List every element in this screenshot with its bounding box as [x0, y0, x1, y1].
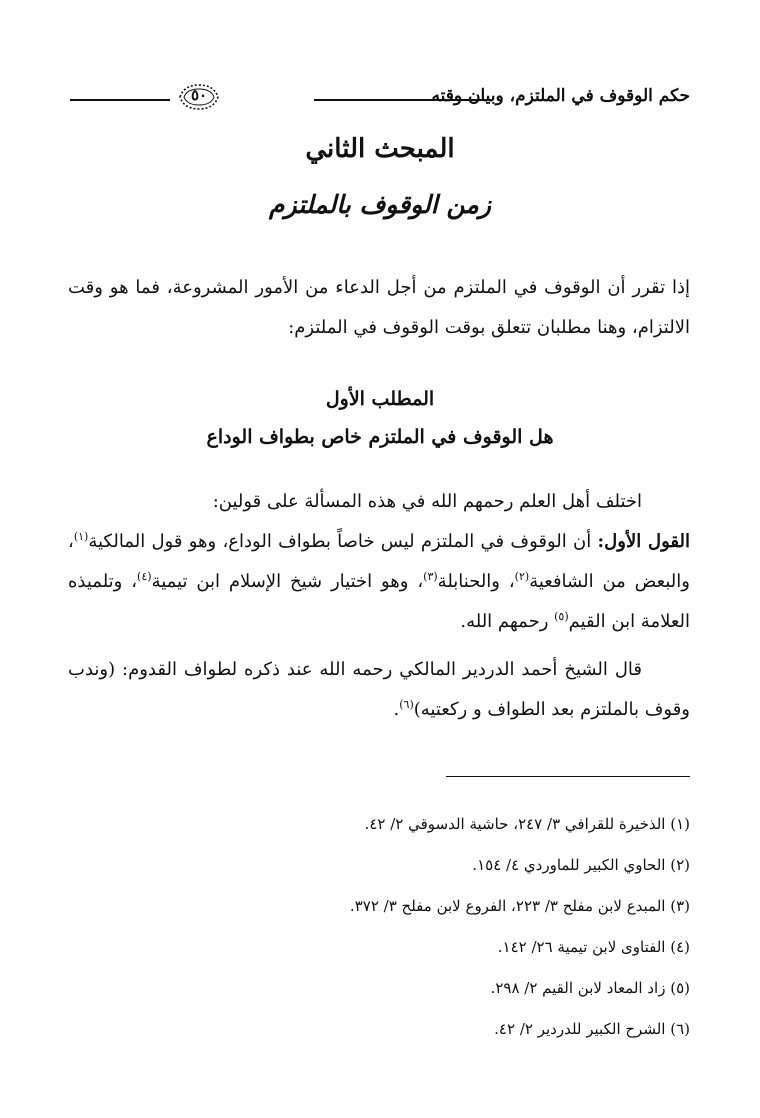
dispute-paragraph: اختلف أهل العلم رحمهم الله في هذه المسألة على قولين:	[212, 491, 642, 512]
footnote-separator	[446, 776, 690, 777]
text-segment: ، وتلميذه العلامة ابن القيم	[68, 571, 690, 632]
intro-paragraph: إذا تقرر أن الوقوف في الملتزم من أجل الدعاء من الأمور المشروعة، فما هو وقت الالتزام، وهنا مطلبان تتعلق بوقت الوقوف في الملتزم:	[68, 277, 690, 338]
subject-title: زمن الوقوف بالملتزم	[269, 190, 491, 219]
footnote-ref-6[interactable]: (٦)	[399, 698, 414, 711]
footnote-item: (٦) الشرح الكبير للدردير ٢/ ٤٢.	[494, 1020, 690, 1038]
footnote-ref-5[interactable]: (٥)	[554, 610, 569, 623]
text-segment: ، والحنابلة	[437, 571, 515, 592]
footnote-ref-2[interactable]: (٢)	[514, 570, 530, 583]
header-rule-right	[314, 99, 484, 101]
page-number: ٥٠	[190, 86, 208, 104]
running-header	[70, 82, 690, 114]
footnote-ref-3[interactable]: (٣)	[423, 570, 438, 583]
text-segment: رحمهم الله.	[460, 611, 555, 632]
footnotes-list	[68, 812, 690, 1058]
first-saying-label: القول الأول:	[597, 531, 690, 552]
footnote-item: (٢) الحاوي الكبير للماوردي ٤/ ١٥٤.	[472, 856, 690, 874]
quote-paragraph	[68, 650, 690, 730]
footnote-item: (١) الذخيرة للقرافي ٣/ ٢٤٧، حاشية الدسوقي ٢/ ٤٢.	[364, 815, 690, 833]
text-segment: ، وهو اختيار شيخ الإسلام ابن تيمية	[151, 571, 424, 592]
text-segment: قال الشيخ أحمد الدردير المالكي رحمه الله عند ذكره لطواف القدوم: (وندب وقوف بالملتزم بعد الطواف و ركعتيه)	[68, 659, 690, 720]
footnote-item: (٤) الفتاوى لابن تيمية ٢٦/ ١٤٢.	[497, 938, 690, 956]
page-number-badge	[176, 82, 222, 112]
text-segment: أن الوقوف في الملتزم ليس خاصاً بطواف الوداع، وهو قول المالكية	[88, 531, 598, 552]
chapter-title: المبحث الثاني	[305, 134, 455, 164]
first-saying-paragraph	[68, 522, 690, 642]
text-segment: ، والبعض من الشافعية	[68, 531, 690, 592]
section-subtitle: هل الوقوف في الملتزم خاص بطواف الوداع	[206, 426, 554, 448]
footnote-ref-1[interactable]: (١)	[73, 530, 89, 543]
footnote-item: (٣) المبدع لابن مفلح ٣/ ٢٢٣، الفروع لابن مفلح ٣/ ٣٧٢.	[349, 897, 690, 915]
header-title: حكم الوقوف في الملتزم، وبيان وقته	[431, 86, 690, 106]
text-segment: .	[393, 699, 400, 720]
header-rule-left	[70, 99, 170, 101]
footnote-item: (٥) زاد المعاد لابن القيم ٢/ ٢٩٨.	[490, 979, 690, 997]
section-title: المطلب الأول	[325, 388, 435, 410]
footnote-ref-4[interactable]: (٤)	[137, 570, 152, 583]
